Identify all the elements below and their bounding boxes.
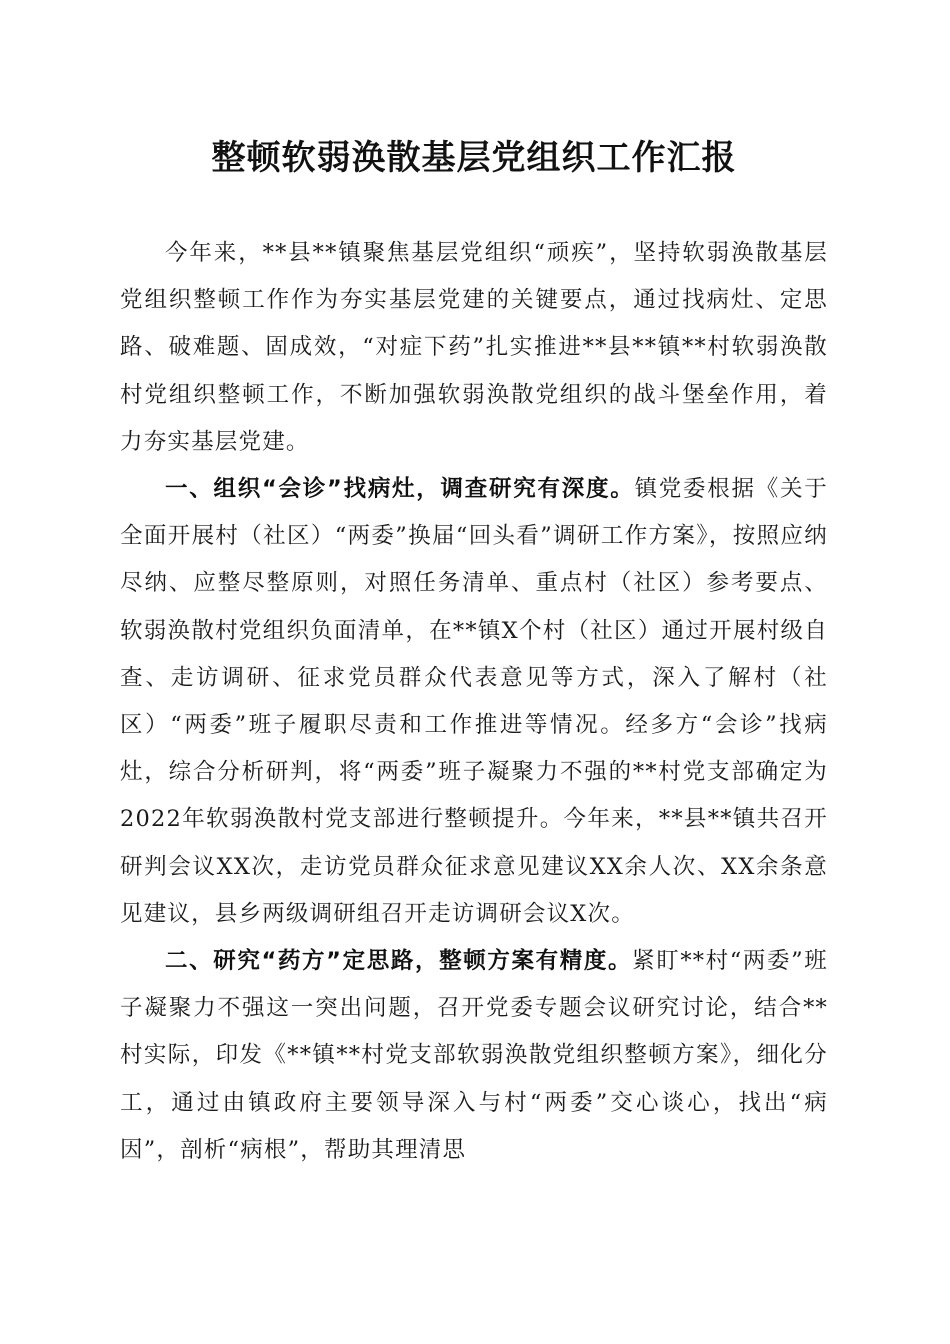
section-2-body: 紧盯**村“两委”班子凝聚力不强这一突出问题，召开党委专题会议研究讨论，结合**村实际，印发《**镇**村党支部软弱涣散党组织整顿方案》，细化分工，通过由镇政府主要领导深入与村“两委”交心谈心，找出“病因”，剖析“病根”，帮助其理清思	[120, 948, 829, 1163]
section-1-paragraph	[120, 466, 828, 938]
section-1-heading: 一、组织“会诊”找病灶，调查研究有深度。	[165, 476, 635, 503]
section-2-heading: 二、研究“药方”定思路，整顿方案有精度。	[165, 948, 633, 975]
section-2-paragraph	[120, 938, 828, 1174]
intro-paragraph: 今年来，**县**镇聚焦基层党组织“顽疾”，坚持软弱涣散基层党组织整顿工作作为夯实基层党建的关键要点，通过找病灶、定思路、破难题、固成效，“对症下药”扎实推进**县**镇**村软弱涣散村党组织整顿工作，不断加强软弱涣散党组织的战斗堡垒作用，着力夯实基层党建。	[120, 240, 828, 455]
section-1-body: 镇党委根据《关于全面开展村（社区）“两委”换届“回头看”调研工作方案》，按照应纳尽纳、应整尽整原则，对照任务清单、重点村（社区）参考要点、软弱涣散村党组织负面清单，在**镇X个村（社区）通过开展村级自查、走访调研、征求党员群众代表意见等方式，深入了解村（社区）“两委”班子履职尽责和工作推进等情况。经多方“会诊”找病灶，综合分析研判，将“两委”班子凝聚力不强的**村党支部确定为2022年软弱涣散村党支部进行整顿提升。今年来，**县**镇共召开研判会议XX次，走访党员群众征求意见建议XX余人次、XX余条意见建议，县乡两级调研组召开走访调研会议X次。	[120, 476, 829, 927]
document-title: 整顿软弱涣散基层党组织工作汇报	[211, 138, 737, 178]
document-body	[120, 230, 828, 1174]
